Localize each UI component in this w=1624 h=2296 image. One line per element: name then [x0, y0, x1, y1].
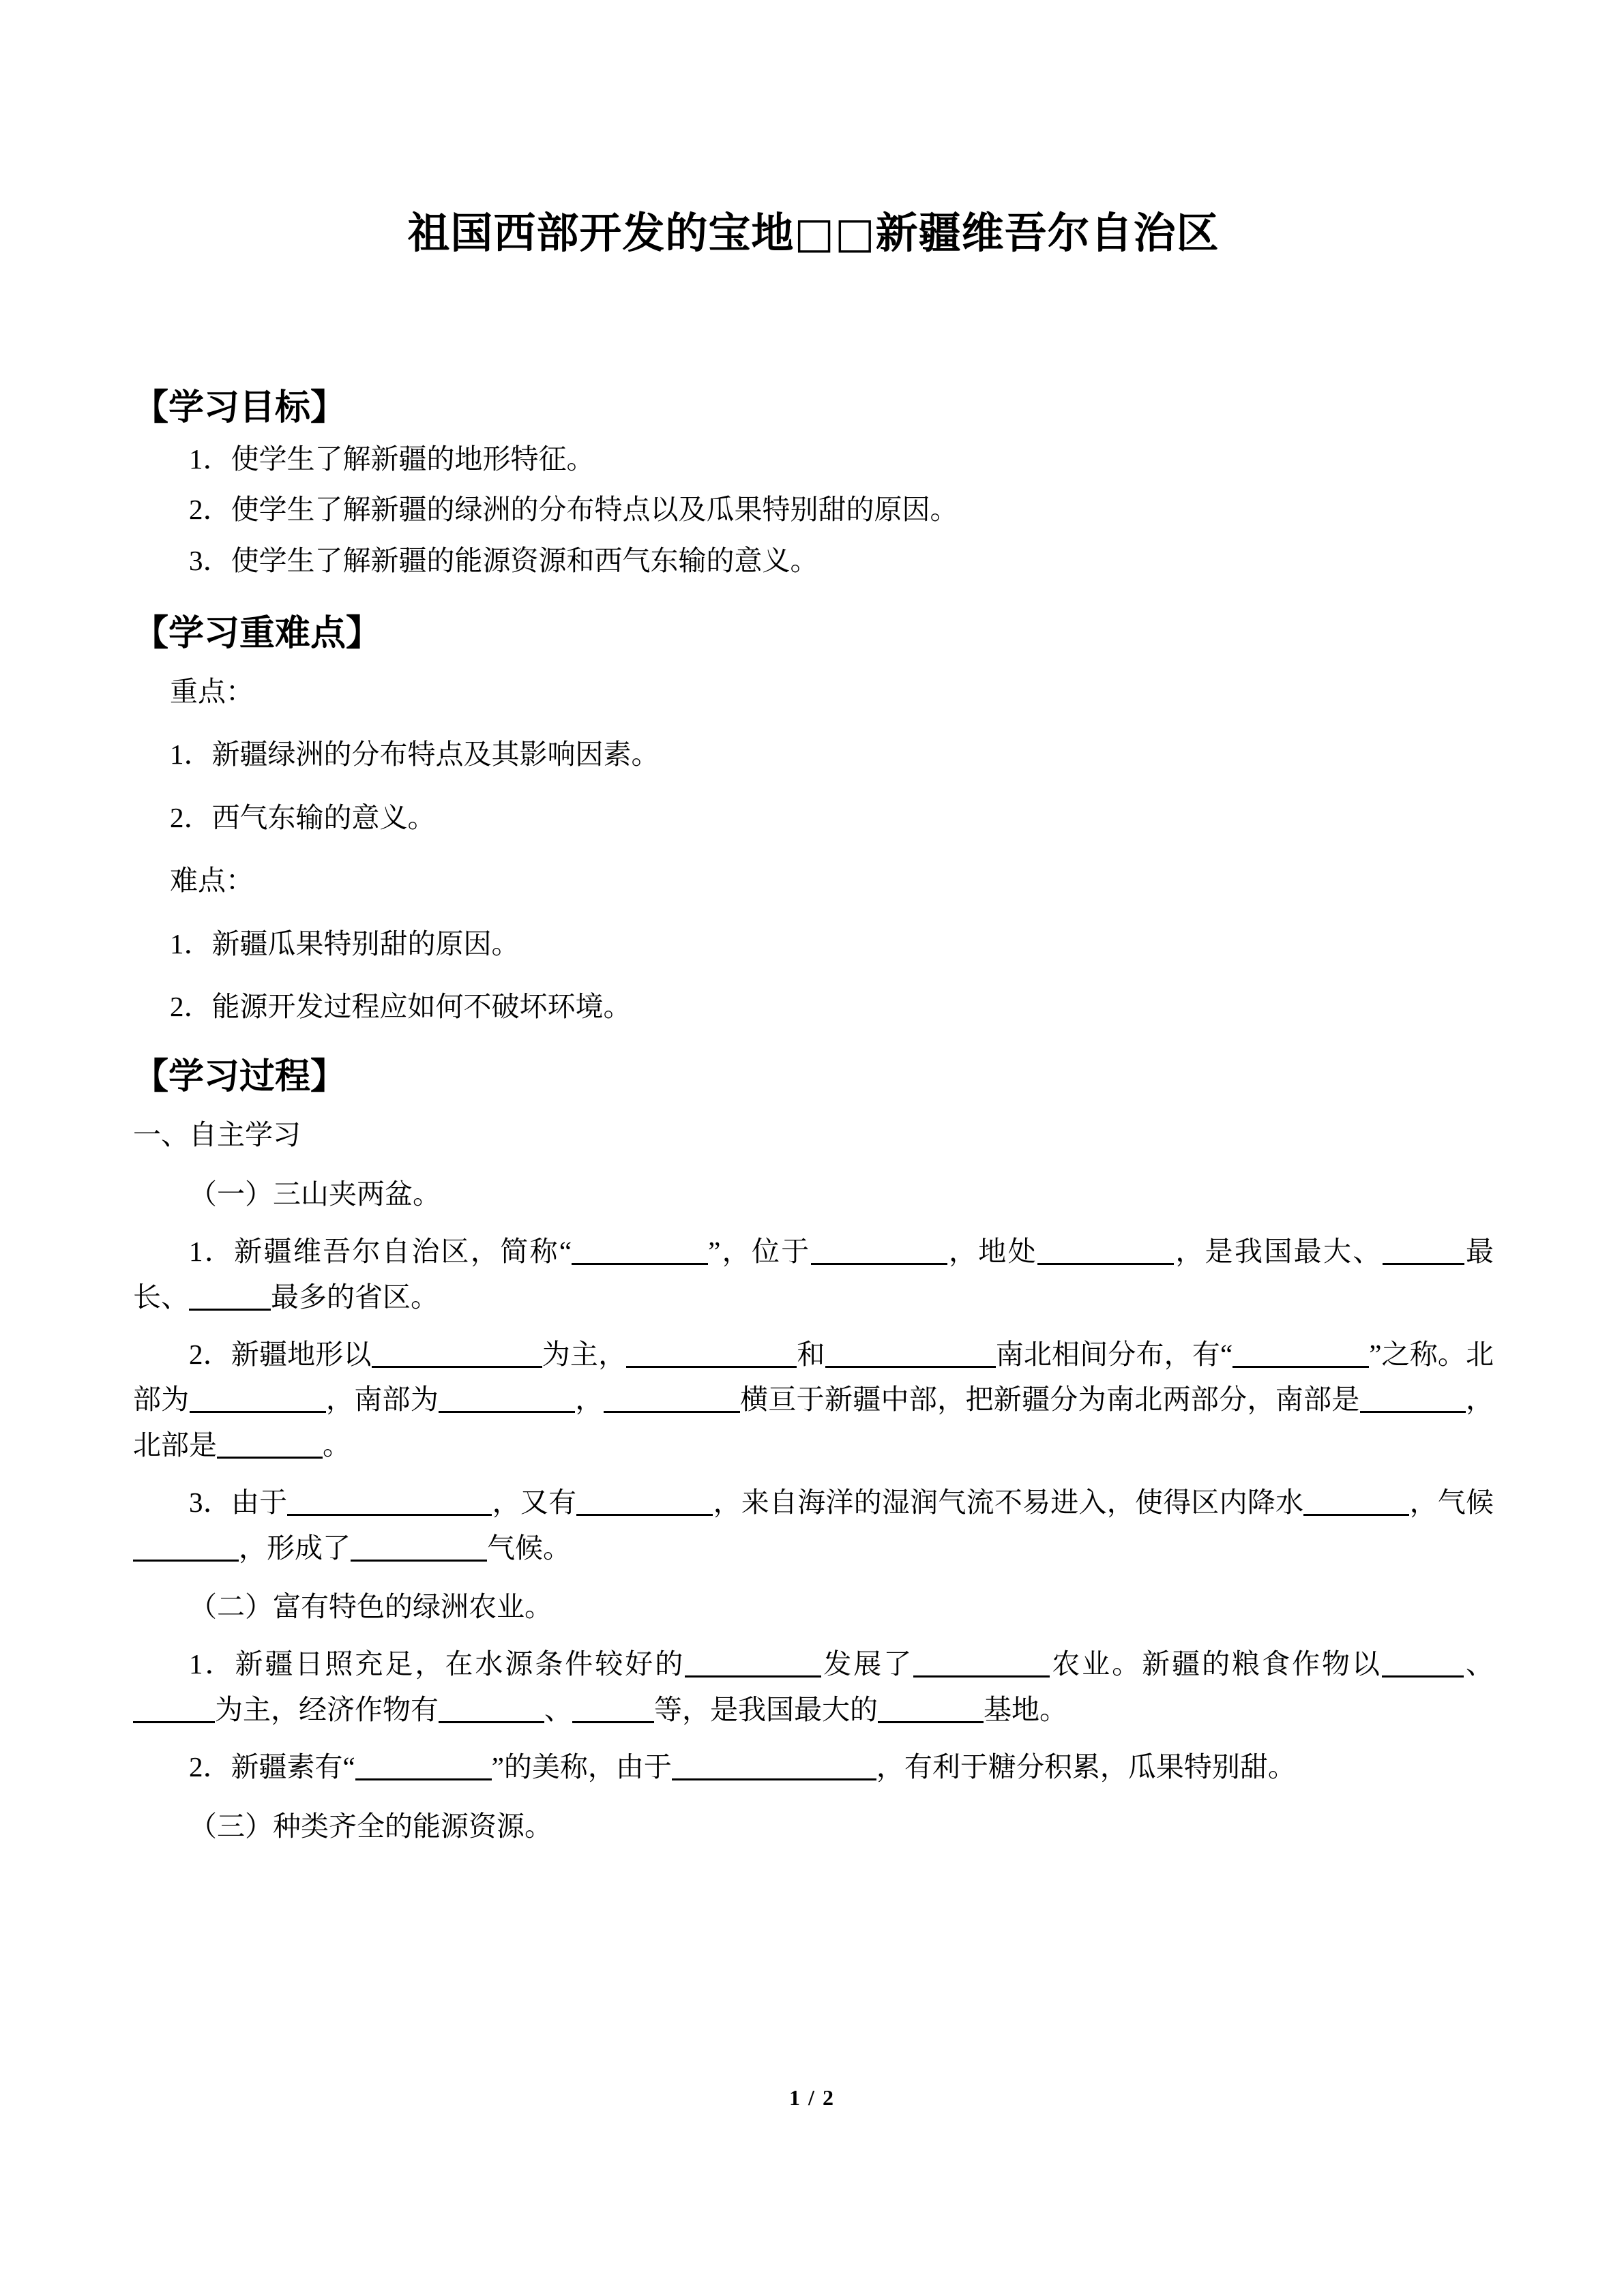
blank-field[interactable] — [351, 1536, 487, 1562]
blank-field[interactable] — [1383, 1240, 1464, 1265]
q3-text-1: ，又有 — [492, 1487, 577, 1519]
blank-field[interactable] — [672, 1755, 876, 1780]
fill-question-1-3 — [133, 1480, 1494, 1570]
blank-field[interactable] — [133, 1536, 239, 1562]
blank-field[interactable] — [439, 1388, 575, 1413]
objective-item-2: 2．使学生了解新疆的绿洲的分布特点以及瓜果特别甜的原因。 — [189, 494, 958, 526]
objective-item-1: 1．使学生了解新疆的地形特征。 — [189, 443, 595, 475]
section-heading-key-points: 【学习重难点】 — [133, 612, 382, 654]
q3-text-5: 气候。 — [487, 1532, 571, 1564]
blank-field[interactable] — [1303, 1491, 1409, 1516]
blank-field[interactable] — [1232, 1343, 1369, 1368]
blank-field[interactable] — [576, 1491, 713, 1516]
q21-text-6: 等，是我国最大的 — [654, 1693, 878, 1725]
key-point-item-2: 2．西气东输的意义。 — [170, 801, 436, 833]
q2-text-5: ，南部为 — [325, 1384, 439, 1416]
q21-text-7: 基地。 — [984, 1693, 1067, 1725]
blank-field[interactable] — [878, 1698, 984, 1723]
blank-field[interactable] — [572, 1698, 654, 1723]
blank-field[interactable] — [913, 1652, 1050, 1678]
fill-question-1-2 — [133, 1332, 1494, 1467]
q2-text-8: ，北部是 — [133, 1384, 1494, 1461]
q22-text-1: ”的美称，由于 — [491, 1751, 672, 1783]
page-title: 祖国西部开发的宝地□□新疆维吾尔自治区 — [407, 208, 1220, 258]
q2-text-2: 和 — [797, 1338, 825, 1370]
blank-field[interactable] — [572, 1240, 708, 1265]
q21-text-4: 为主，经济作物有 — [215, 1693, 439, 1725]
hard-point-item-1: 1．新疆瓜果特别甜的原因。 — [170, 927, 520, 959]
q21-text-1: 发展了 — [821, 1648, 914, 1680]
blank-field[interactable] — [1037, 1240, 1174, 1265]
q22-text-0: 2．新疆素有“ — [189, 1751, 355, 1783]
q21-text-3: 、 — [1464, 1648, 1494, 1680]
blank-field[interactable] — [1360, 1388, 1466, 1413]
q2-text-7: 横亘于新疆中部，把新疆分为南北两部分，南部是 — [739, 1384, 1360, 1416]
blank-field[interactable] — [133, 1698, 215, 1723]
hard-point-item-2: 2．能源开发过程应如何不破坏环境。 — [170, 990, 632, 1022]
key-point-item-1: 1．新疆绿洲的分布特点及其影响因素。 — [170, 739, 660, 771]
q2-text-3: 南北相间分布，有“ — [995, 1338, 1233, 1370]
q1-text-2: ，地处 — [947, 1236, 1037, 1268]
q3-text-0: 3．由于 — [189, 1487, 288, 1519]
q2-text-0: 2．新疆地形以 — [189, 1338, 372, 1370]
subsection-title-one: （一）三山夹两盆。 — [189, 1178, 441, 1210]
blank-field[interactable] — [626, 1343, 797, 1368]
blank-field[interactable] — [355, 1755, 492, 1780]
q1-text-3: ，是我国最大、 — [1173, 1236, 1383, 1268]
q1-text-5: 最多的省区。 — [271, 1281, 439, 1313]
q21-text-0: 1．新疆日照充足，在水源条件较好的 — [189, 1648, 685, 1680]
blank-field[interactable] — [372, 1343, 542, 1368]
q22-text-2: ，有利于糖分积累，瓜果特别甜。 — [876, 1751, 1296, 1783]
blank-field[interactable] — [217, 1433, 323, 1459]
page-number-footer: 1 / 2 — [789, 2085, 835, 2110]
fill-question-2-1 — [133, 1641, 1494, 1732]
key-points-label: 重点： — [170, 675, 254, 707]
document-content — [133, 0, 1494, 1849]
fill-question-1-1 — [133, 1229, 1494, 1320]
q21-text-5: 、 — [544, 1693, 572, 1725]
q3-text-3: ，气候 — [1409, 1487, 1494, 1519]
blank-field[interactable] — [825, 1343, 996, 1368]
blank-field[interactable] — [1382, 1652, 1464, 1678]
objective-item-3: 3．使学生了解新疆的能源资源和西气东输的意义。 — [189, 544, 818, 576]
blank-field[interactable] — [811, 1240, 947, 1265]
blank-field[interactable] — [439, 1698, 544, 1723]
q3-text-2: ，来自海洋的湿润气流不易进入，使得区内降水 — [713, 1487, 1304, 1519]
subsection-title-three: （三）种类齐全的能源资源。 — [189, 1810, 552, 1842]
blank-field[interactable] — [604, 1388, 740, 1413]
blank-field[interactable] — [685, 1652, 821, 1678]
q2-text-4: ”之称。北部为 — [133, 1338, 1494, 1416]
section-heading-process: 【学习过程】 — [133, 1056, 346, 1098]
q21-text-2: 农业。新疆的粮食作物以 — [1050, 1648, 1383, 1680]
q1-text-4: 最长、 — [133, 1236, 1494, 1313]
blank-field[interactable] — [287, 1491, 492, 1516]
fill-question-2-2 — [133, 1744, 1494, 1789]
blank-field[interactable] — [189, 1285, 271, 1311]
blank-field[interactable] — [190, 1388, 326, 1413]
q3-text-4: ，形成了 — [239, 1532, 351, 1564]
q2-text-9: 。 — [323, 1429, 351, 1461]
subsection-title-two: （二）富有特色的绿洲农业。 — [189, 1591, 552, 1622]
process-topic-autonomous-learning: 一、自主学习 — [133, 1119, 301, 1151]
q2-text-6: ， — [575, 1384, 604, 1416]
section-heading-objectives: 【学习目标】 — [133, 387, 346, 428]
q2-text-1: 为主， — [542, 1338, 627, 1370]
hard-points-label: 难点： — [170, 865, 254, 897]
q1-text-1: ”，位于 — [708, 1236, 811, 1268]
q1-text-0: 1．新疆维吾尔自治区，简称“ — [189, 1236, 572, 1268]
